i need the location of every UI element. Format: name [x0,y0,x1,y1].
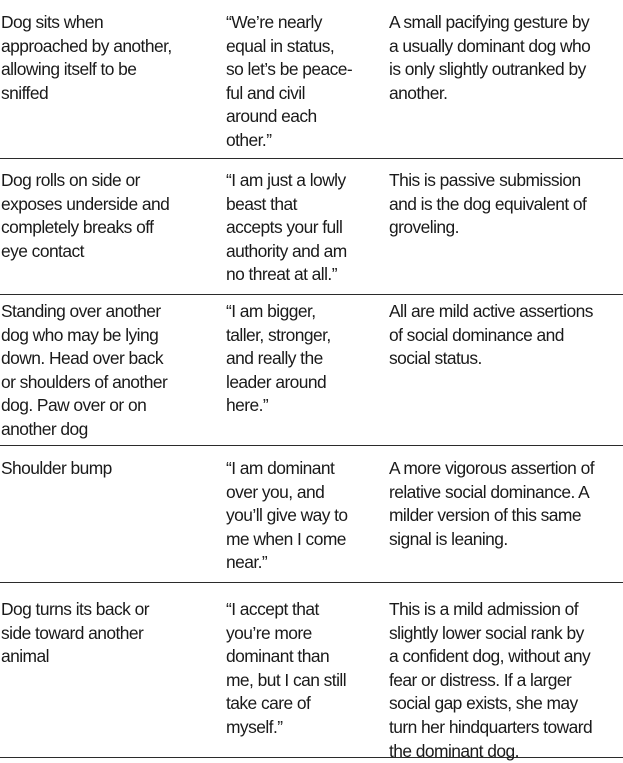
behavior-cell: Standing over another dog who may be lying down. Head over back or shoulders of another dog. Paw over or on another dog [1,301,168,439]
meaning-cell: “I am bigger, taller, stronger, and really the leader around here.” [226,301,331,416]
meaning-cell: “We’re nearly equal in status, so let’s be peace- ful and civil around each other.” [226,12,353,150]
explanation-cell: All are mild active assertions of social dominance and social status. [389,301,593,369]
explanation-cell: A small pacifying gesture by a usually dominant dog who is only slightly outranked by another. [389,12,591,103]
table-row [0,446,623,583]
behavior-cell: Dog turns its back or side toward another animal [1,599,149,667]
meaning-cell: “I am just a lowly beast that accepts your full authority and am no threat at all.” [226,170,347,285]
explanation-cell: A more vigorous assertion of relative social dominance. A milder version of this same signal is leaning. [389,458,594,549]
behavior-cell: Dog rolls on side or exposes underside and completely breaks off eye contact [1,170,170,261]
table-row [0,583,623,761]
meaning-cell: “I am dominant over you, and you’ll give way to me when I come near.” [226,458,348,573]
table-row [0,295,623,446]
explanation-cell: This is a mild admission of slightly lower social rank by a confident dog, without any fear or distress. If a larger social gap exists, she may turn her hindquarters toward the dominant dog. [389,599,593,761]
explanation-cell: This is passive submission and is the dog equivalent of groveling. [389,170,587,238]
table-row [0,159,623,295]
meaning-cell: “I accept that you’re more dominant than me, but I can still take care of myself.” [226,599,347,737]
table-row [0,0,623,159]
behavior-cell: Shoulder bump [1,458,112,478]
behavior-cell: Dog sits when approached by another, allowing itself to be sniffed [1,12,172,103]
